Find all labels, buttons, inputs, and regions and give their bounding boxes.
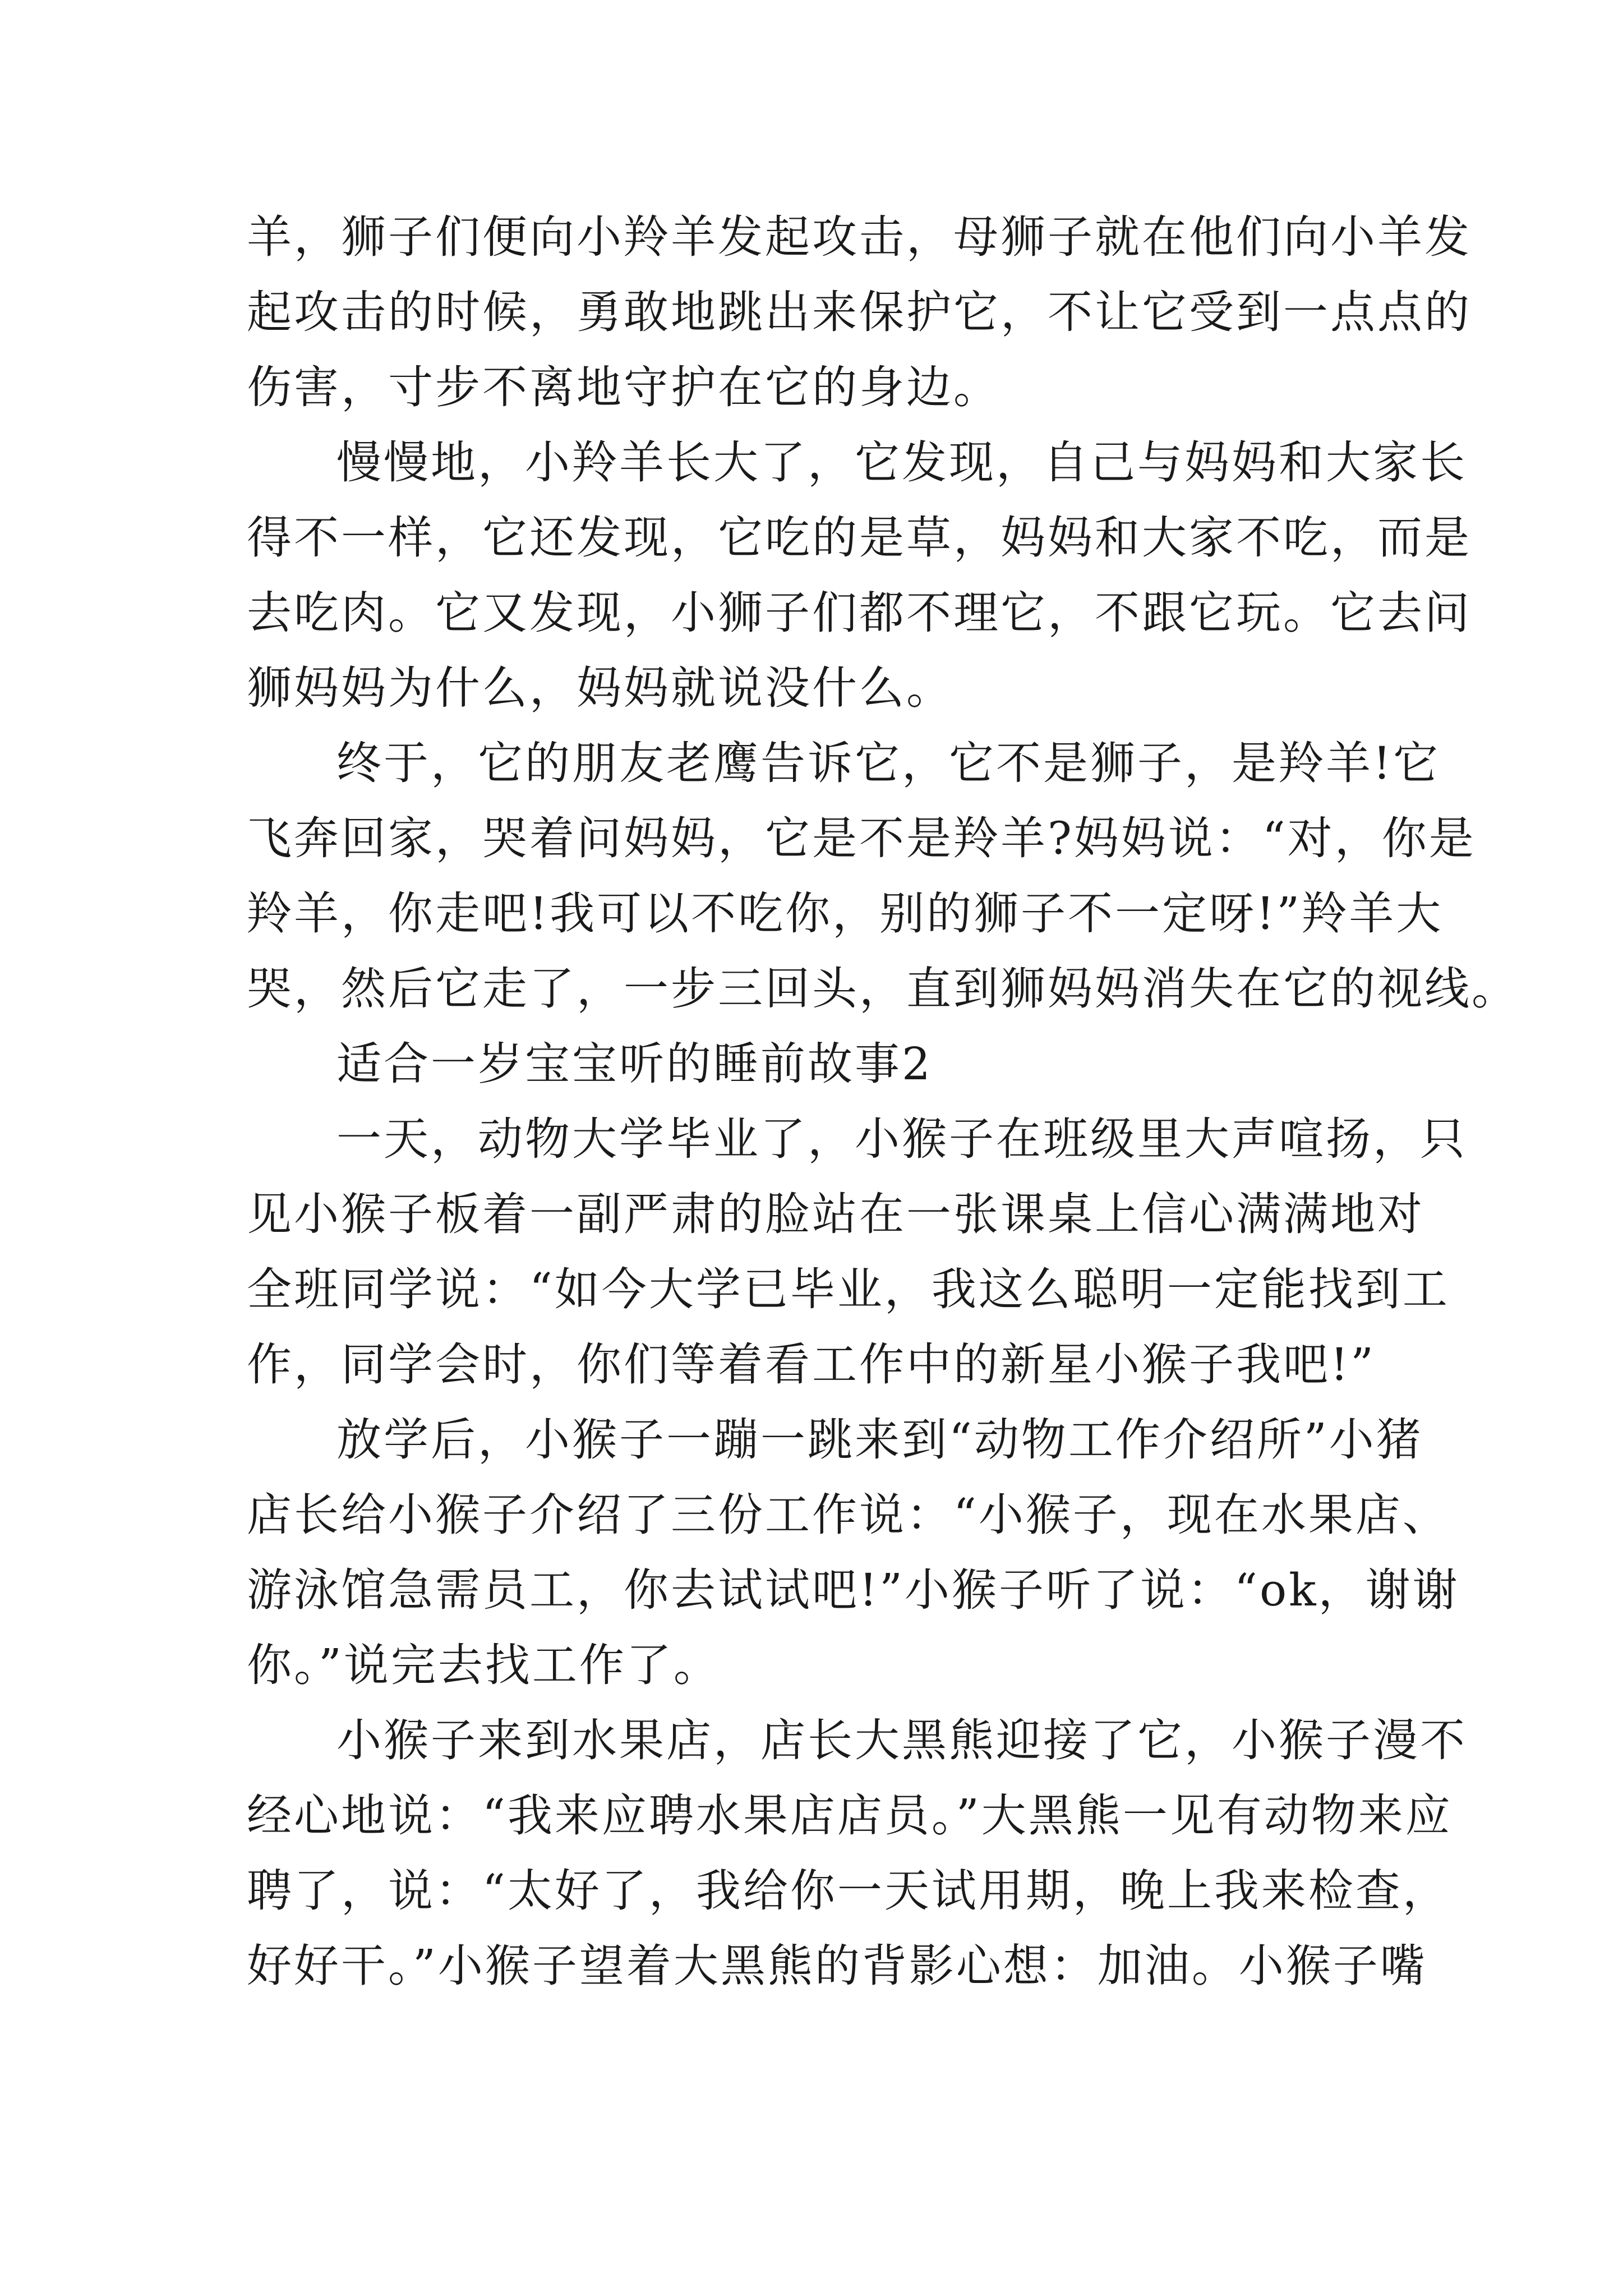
section-heading: 适合一岁宝宝听的睡前故事2	[336, 1038, 933, 1090]
text-line: 好好干。”小猴子望着大黑熊的背影心想：加油。小猴子嘴	[247, 1940, 1427, 1992]
text-line: 起攻击的时候，勇敢地跳出来保护它，不让它受到一点点的	[247, 286, 1472, 338]
text-line: 伤害，寸步不离地守护在它的身边。	[247, 361, 1000, 413]
text-line: 羚羊，你走吧!我可以不吃你，别的狮子不一定呀!”羚羊大	[247, 887, 1444, 940]
text-line: 飞奔回家，哭着问妈妈，它是不是羚羊?妈妈说：“对，你是	[247, 812, 1476, 864]
text-line: 作，同学会时，你们等着看工作中的新星小猴子我吧!”	[247, 1338, 1376, 1391]
text-line: 得不一样，它还发现，它吃的是草，妈妈和大家不吃，而是	[247, 512, 1472, 564]
text-line: 羊，狮子们便向小羚羊发起攻击，母狮子就在他们向小羊发	[247, 211, 1472, 263]
text-line: 你。”说完去找工作了。	[247, 1639, 721, 1691]
text-line: 狮妈妈为什么，妈妈就说没什么。	[247, 662, 953, 714]
text-line: 哭，然后它走了，一步三回头，直到狮妈妈消失在它的视线。	[247, 963, 1519, 1015]
text-line: 去吃肉。它又发现，小狮子们都不理它，不跟它玩。它去问	[247, 587, 1472, 639]
paragraph-start-line: 一天，动物大学毕业了，小猴子在班级里大声喧扬，只	[336, 1113, 1467, 1165]
text-line: 店长给小猴子介绍了三份工作说：“小猴子，现在水果店、	[247, 1489, 1450, 1541]
text-line: 经心地说：“我来应聘水果店店员。”大黑熊一见有动物来应	[247, 1789, 1453, 1842]
text-line: 聘了，说：“太好了，我给你一天试用期，晚上我来检查，	[247, 1865, 1450, 1917]
paragraph-start-line: 放学后，小猴子一蹦一跳来到“动物工作介绍所”小猪	[336, 1414, 1423, 1466]
document-body	[247, 200, 1519, 2004]
text-line: 见小猴子板着一副严肃的脸站在一张课桌上信心满满地对	[247, 1188, 1424, 1240]
paragraph-start-line: 小猴子来到水果店，店长大黑熊迎接了它，小猴子漫不	[336, 1714, 1467, 1766]
text-line: 游泳馆急需员工，你去试试吧!”小猴子听了说：“ok，谢谢	[247, 1564, 1460, 1616]
paragraph-start-line: 慢慢地，小羚羊长大了，它发现，自己与妈妈和大家长	[336, 436, 1467, 489]
paragraph-start-line: 终于，它的朋友老鹰告诉它，它不是狮子，是羚羊!它	[336, 737, 1441, 789]
text-line: 全班同学说：“如今大学已毕业，我这么聪明一定能找到工	[247, 1263, 1450, 1315]
